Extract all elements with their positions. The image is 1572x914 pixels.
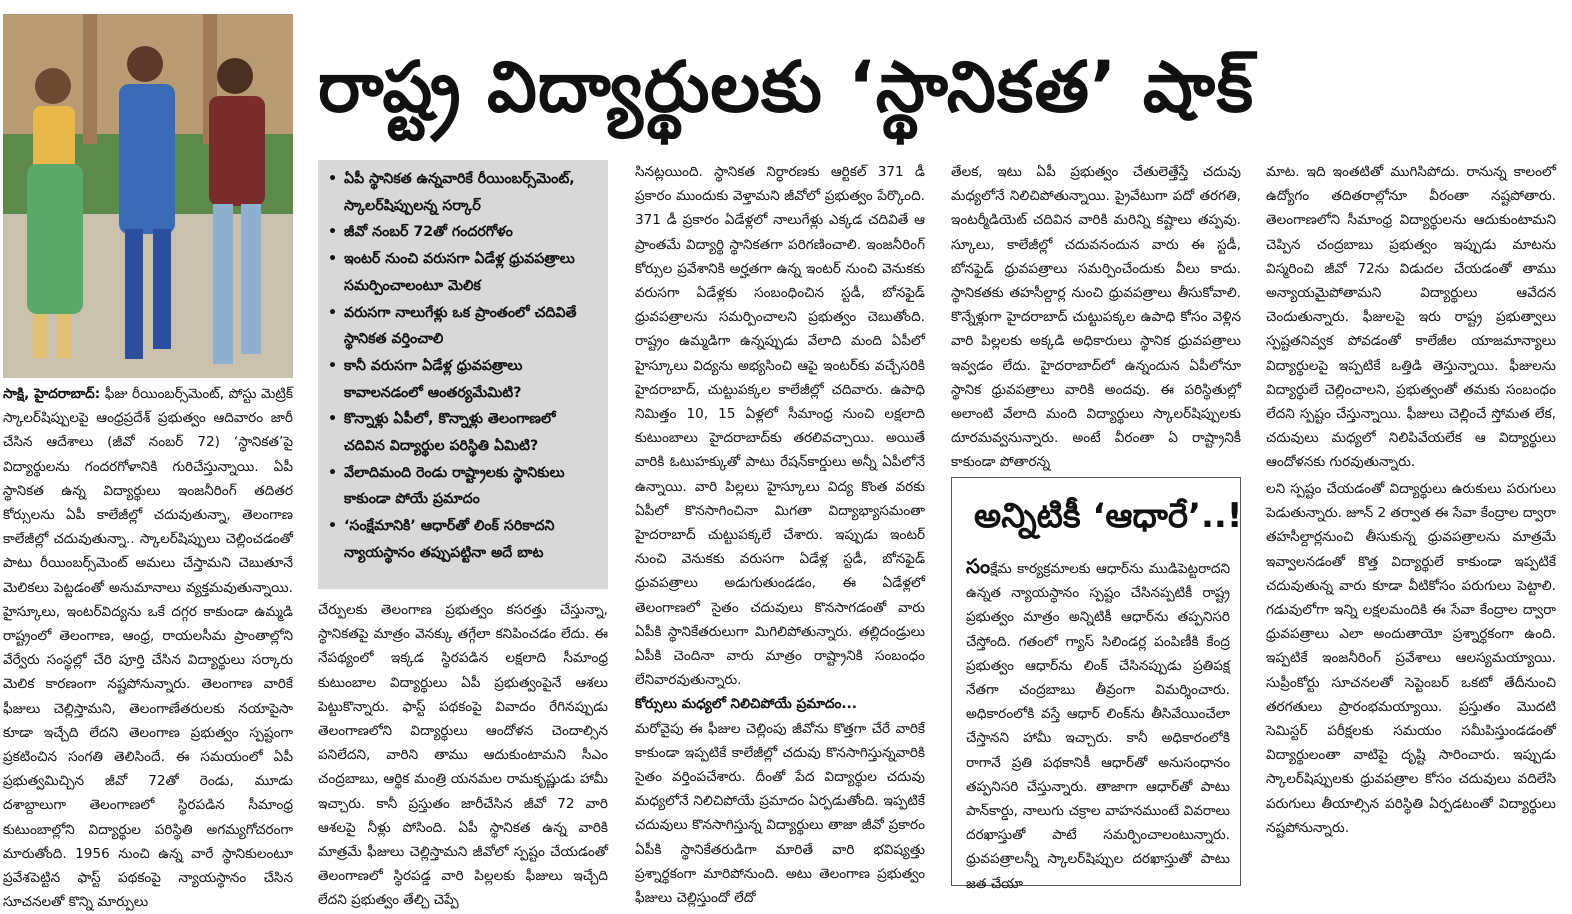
highlight-item: • కొన్నాళ్లు ఏపీలో, కొన్నాళ్లు తెలంగాణలో చదివిన విద్యార్థుల పరిస్థితి ఏమిటి?	[328, 406, 600, 459]
bullet-icon: •	[328, 518, 338, 535]
drop-cap: సం	[966, 554, 991, 578]
highlights-list	[328, 166, 600, 567]
highlight-item: • ఇంటర్ నుంచి వరుసగా ఏడేళ్ల ధ్రువపత్రాలు సమర్పించాలంటూ మెలిక	[328, 246, 600, 299]
news-photo	[3, 14, 293, 378]
column-text: ఫీజు రీయింబర్స్‌మెంట్, పోస్టు మెట్రిక్ స్కాలర్‌షిప్పులపై ఆంధ్రప్రదేశ్ ప్రభుత్వం ఆదివారం జారీ చేసిన ఆదేశాలు (జీవో నంబర్ 72) ‘స్థానికత’పై విద్యార్థులను గందరగోళానికి గురిచేస్తున్నాయి. ఏపీ స్థానికత ఉన్న విద్యార్థులు ఇంజనీరింగ్ తదితర కోర్సులను ఏపీ కాలేజీల్లో చదువుతున్నా, తెలంగాణ కాలేజీల్లో చదువుతున్నా.. స్కాలర్‌షిప్పులు చెల్లించడంతో పాటు రీయింబర్స్‌మెంట్ అమలు చేస్తామని చెబుతూనే మెలికలు పెట్టడంతో అనుమానాలు వ్యక్తమవుతున్నాయి. హైస్కూలు, ఇంటర్‌విద్యను ఒకే దగ్గర కాకుండా ఉమ్మడి రాష్ట్రంలో తెలంగాణ, ఆంధ్ర, రాయలసీమ ప్రాంతాల్లోని వేర్వేరు సంస్థల్లో చేరి పూర్తి చేసిన విద్యార్థులు సర్కారు మెలిక కారణంగా నష్టపోనున్నారు. తెలంగాణ వారికే ఫీజులు చెల్లిస్తామని, తెలంగాణేతరులకు నయాపైసా కూడా ఇచ్చేది లేదని తెలంగాణ ప్రభుత్వం స్పష్టంగా ప్రకటించిన సంగతి తెలిసిందే. ఈ సమయంలో ఏపీ ప్రభుత్వమిచ్చిన జీవో 72తో రెండు, మూడు దశాబ్దాలుగా తెలంగాణలో స్థిరపడిన సీమాంధ్ర కుటుంబాల్లోని విద్యార్థుల పరిస్థితి అగమ్యగోచరంగా మారుతోంది. 1956 నుంచి ఉన్న వారే స్థానికులంటూ ప్రవేశపెట్టిన ఫాస్ట్ పథకంపై న్యాయస్థానం చేసిన సూచనలతో కొన్ని మార్పులు	[3, 386, 293, 911]
sidebar-title: అన్నిటికీ ‘ఆధారే’..!	[974, 496, 1243, 536]
article-column-5	[1266, 160, 1556, 471]
highlight-item: • జీవో నంబర్ 72తో గందరగోళం	[328, 219, 600, 246]
column-text: లని స్పష్టం చేయడంతో విద్యార్థులు ఉరుకులు పరుగులు పెడుతున్నారు. జూన్ 2 తర్వాత ఈ సేవా కేంద్రాల ద్వారా తహసీల్దార్లనుంచి తీసుకున్న ధ్రువపత్రాలను మాత్రమే ఇవ్వాలనడంతో కొత్త విద్యార్థులే కాకుండా ఇప్పటికే చదువుతున్న వారు కూడా వీటికోసం పరుగులు పెట్టాలి. గడువులోగా ఇన్ని లక్షలమందికి ఈ సేవా కేంద్రాల ద్వారా ధ్రువపత్రాలు ఎలా అందుతాయో ప్రశ్నార్థకంగా ఉంది. ఇప్పటికే ఇంజనీరింగ్ ప్రవేశాలు ఆలస్యమయ్యాయి. సుప్రీంకోర్టు సూచనలతో సెప్టెంబర్ ఒకటో తేదీనుంచి తరగతులు ప్రారంభమయ్యాయి. ప్రస్తుతం మొదటి సెమిస్టర్ పరీక్షలకు సమయం సమీపిస్తుండడంతో విద్యార్థులంతా వాటిపై దృష్టి సారించారు. ఇప్పుడు స్కాలర్‌షిప్పులకు ధ్రువపత్రాల కోసం చదువులు వదిలేసి పరుగులు తీయాల్సిన పరిస్థితి ఏర్పడటంతో విద్యార్థులు నష్టపోనున్నారు.	[1266, 481, 1556, 836]
headline: రాష్ట్ర విద్యార్థులకు ‘స్థానికత’ షాక్	[318, 46, 1255, 128]
article-column-3	[635, 160, 925, 907]
highlight-item: • వరుసగా నాలుగేళ్లు ఒక ప్రాంతంలో చదివితే స్థానికత వర్తించాలి	[328, 300, 600, 353]
highlight-item: • వేలాదిమంది రెండు రాష్ట్రాలకు స్థానికులు కాకుండా పోయే ప్రమాదం	[328, 460, 600, 513]
article-column-5-lower	[1266, 477, 1556, 886]
bullet-icon: •	[328, 171, 338, 187]
sidebar-text: సంక్షేమ కార్యక్రమాలకు ఆధార్‌ను ముడిపెట్టరాదని ఉన్నత న్యాయస్థానం స్పష్టం చేసినప్పటికీ రాష్ట్ర ప్రభుత్వం మాత్రం అన్నిటికీ ఆధార్‌ను తప్పనిసరి చేస్తోంది. గతంలో గ్యాస్ సిలిండర్ల పంపిణీకి కేంద్ర ప్రభుత్వం ఆధార్‌ను లింక్ చేసినప్పుడు ప్రతిపక్ష నేతగా చంద్రబాబు తీవ్రంగా విమర్శించారు. అధికారంలోకి వస్తే ఆధార్ లింక్‌ను తీసివేయించేలా చేస్తానని హామీ ఇచ్చారు. కానీ అధికారంలోకి రాగానే ప్రతి పథకానికీ ఆధార్‌తో అనుసంధానం తప్పనిసరి చేస్తున్నారు. తాజాగా ఆధార్‌తో పాటు పాన్‌కార్డు, నాలుగు చక్రాల వాహనముంటే వివరాలు దరఖాస్తుతో పాటే సమర్పించాలంటున్నారు. ధ్రువపత్రాలన్నీ స్కాలర్‌షిప్పుల దరఖాస్తుతో పాటు జత చేయా	[966, 554, 1230, 892]
column-text: మాట. ఇది ఇంతటితో ముగిసిపోదు. రానున్న కాలంలో ఉద్యోగం తదితరాల్లోనూ వీరంతా నష్టపోతారు. తెలంగాణలోని సీమాంధ్ర విద్యార్థులను ఆదుకుంటామని చెప్పిన చంద్రబాబు ప్రభుత్వం ఇప్పుడు మాటను విస్మరించి జీవో 72ను విడుదల చేయడంతో తాము అన్యాయమైపోతామని విద్యార్థులు ఆవేదన చెందుతున్నారు. ఫీజులపై ఇరు రాష్ట్ర ప్రభుత్వాలు స్పష్టతనివ్వక పోవడంతో కాలేజీల యాజమాన్యాలు విద్యార్థులపై ఇప్పటికే ఒత్తిడి తెస్తున్నాయి. ఫీజులను విద్యార్థులే చెల్లించాలని, ప్రభుత్వంతో తమకు సంబంధం లేదని స్పష్టం చేస్తున్నాయి. ఫీజులు చెల్లించే స్తోమత లేక, చదువులు మధ్యలో నిలిపివేయలేక ఆ విద్యార్థులు ఆందోళనకు గురవుతున్నారు.	[1266, 164, 1556, 471]
column-text: తేలక, ఇటు ఏపీ ప్రభుత్వం చేతులెత్తేస్తే చదువు మధ్యలోనే నిలిచిపోతున్నాయి. ప్రైవేటుగా పదో తరగతి, ఇంటర్మీడియెట్ చదివిన వారికి మరిన్ని కష్టాలు తప్పవు. స్కూలు, కాలేజీల్లో చదువనందున వారు ఈ స్టడీ, బోనఫైడ్ ధ్రువపత్రాలు సమర్పించేందుకు వీలు కాదు. స్థానికతకు తహసీల్దార్ల నుంచి ధ్రువపత్రాలు తీసుకోవాలి. కొన్నేళ్లుగా హైదరాబాద్ చుట్టుపక్కల ఉపాధి కోసం వెళ్లిన వారి పిల్లలకు అక్కడి అధికారులు స్థానిక ధ్రువపత్రాలు ఇవ్వడం లేదు. హైదరాబాద్‌లో ఉన్నందున ఏపీలోనూ స్థానిక ధ్రువపత్రాలు వారికి అందవు. ఈ పరిస్థితుల్లో అలాంటి వేలాది మంది విద్యార్థులు స్కాలర్‌షిప్పులకు దూరమవ్వనున్నారు. అంటే వీరంతా ఏ రాష్ట్రానికీ కాకుండా పోతారన్న	[951, 164, 1241, 471]
students-photo-illustration	[3, 14, 293, 378]
highlights-box	[318, 160, 608, 589]
bullet-icon: •	[328, 304, 338, 321]
article-column-1	[3, 382, 293, 911]
highlight-item: • ‘సంక్షేమానికి’ ఆధార్‌తో లింక్ సరికాదని న్యాయస్థానం తప్పుపట్టినా అదే బాట	[328, 513, 600, 566]
column-text: సినట్లయింది. స్థానికత నిర్ధారణకు ఆర్టికల్ 371 డీ ప్రకారం ముందుకు వెళ్తామని జీవోలో ప్రభుత్వం పేర్కొంది. 371 డీ ప్రకారం ఏడేళ్లలో నాలుగేళ్లు ఎక్కడ చదివితే ఆ ప్రాంతమే విద్యార్థి స్థానికతగా పరిగణించాలి. ఇంజనీరింగ్ కోర్సుల ప్రవేశానికి అర్హతగా ఉన్న ఇంటర్ నుంచి వెనుకకు వరుసగా ఏడేళ్లకు సంబంధించిన స్టడీ, బోనఫైడ్ ధ్రువపత్రాలను సమర్పించాలని ప్రభుత్వం చెబుతోంది. రాష్ట్రం ఉమ్మడిగా ఉన్నప్పుడు వేలాది మంది ఏపీలో హైస్కూలు విద్యను అభ్యసించి ఆపై ఇంటర్‌కు వచ్చేసరికి హైదరాబాద్, చుట్టుపక్కల కాలేజీల్లో చదివారు. ఉపాధి నిమిత్తం 10, 15 ఏళ్లలో సీమాంధ్ర నుంచి లక్షలాది కుటుంబాలు హైదరాబాద్‌కు తరలివచ్చాయి. అయితే వారికి ఓటుహక్కుతో పాటు రేషన్‌కార్డులు అన్నీ ఏపీలోనే ఉన్నాయి. వారి పిల్లలు హైస్కూలు విద్య కొంత వరకు ఏపీలో కొనసాగించినా మిగతా విద్యాభ్యాసమంతా హైదరాబాద్ చుట్టుపక్కలే చేశారు. ఇప్పుడు ఇంటర్ నుంచి వెనుకకు వరుసగా ఏడేళ్ల స్టడీ, బోనఫైడ్ ధ్రువపత్రాలు అడుగుతుండడం, ఈ ఏడేళ్లలో తెలంగాణలో సైతం చదువులు కొనసాగడంతో వారు ఏపీకి స్థానికేతరులుగా మిగిలిపోతున్నారు. తల్లిదండ్రులు ఏపీకి చెందినా వారు మాత్రం రాష్ట్రానికి సంబంధం లేనివారవుతున్నారు.	[635, 164, 925, 689]
bullet-icon: •	[328, 411, 338, 428]
article-column-4	[951, 160, 1241, 471]
photo-pillar	[83, 14, 97, 144]
bullet-icon: •	[328, 251, 338, 268]
highlight-item: • ఏపీ స్థానికత ఉన్నవారికే రీయింబర్స్‌మెంట్, స్కాలర్‌షిప్పులన్న సర్కార్	[328, 166, 600, 219]
bullet-icon: •	[328, 224, 338, 241]
column-text: చేర్పులకు తెలంగాణ ప్రభుత్వం కసరత్తు చేస్తున్నా, స్థానికతపై మాత్రం వెనక్కు తగ్గేలా కనిపించడం లేదు. ఈ నేపథ్యంలో ఇక్కడ స్థిరపడిన లక్షలాది సీమాంధ్ర కుటుంబాల విద్యార్థులు ఏపీ ప్రభుత్వంపైనే ఆశలు పెట్టుకొన్నారు. ఫాస్ట్ పథకంపై వివాదం రేగినప్పుడు తెలంగాణలోని విద్యార్థులు ఆందోళన చెందాల్సిన పనిలేదని, వారిని తాము ఆదుకుంటామని సీఎం చంద్రబాబు, ఆర్థిక మంత్రి యనమల రామకృష్ణుడు హామీ ఇచ్చారు. కానీ ప్రస్తుతం జారీచేసిన జీవో 72 వారి ఆశలపై నీళ్లు పోసింది. ఏపీ స్థానికత ఉన్న వారికి మాత్రమే ఫీజులు చెల్లిస్తామని జీవోలో స్పష్టం చేయడంతో తెలంగాణలో స్థిరపడ్డ వారి పిల్లలకు ఫీజులు ఇచ్చేది లేదని ప్రభుత్వం తేల్చి చెప్పే	[318, 602, 608, 909]
column-text: మరోవైపు ఈ ఫీజుల చెల్లింపు జీవోను కొత్తగా చేరే వారికే కాకుండా ఇప్పటికే కాలేజీల్లో చదువు కొనసాగిస్తున్నవారికి సైతం వర్తింపచేశారు. దీంతో పేద విద్యార్థుల చదువు మధ్యలోనే నిలిచిపోయే ప్రమాదం ఏర్పడుతోంది. ఇప్పటికే చదువులు కొనసాగిస్తున్న విద్యార్థులు తాజా జీవో ప్రకారం ఏపీకి స్థానికేతరుడిగా మారితే వారి భవిష్యత్తు ప్రశ్నార్థకంగా మారిపోనుంది. అటు తెలంగాణ ప్రభుత్వం ఫీజులు చెల్లిస్తుందో లేదో	[635, 720, 925, 907]
dateline: సాక్షి, హైదరాబాద్:	[3, 386, 101, 402]
subheading: కోర్సులు మధ్యలో నిలిచిపోయే ప్రమాదం...	[635, 696, 857, 713]
bullet-icon: •	[328, 357, 338, 374]
highlight-item: • కానీ వరుసగా ఏడేళ్ల ధ్రువపత్రాలు కావాలనడంలో ఆంతర్యమేమిటి?	[328, 353, 600, 406]
bullet-icon: •	[328, 464, 338, 481]
article-column-2	[318, 598, 608, 909]
sidebar-box	[951, 477, 1243, 892]
